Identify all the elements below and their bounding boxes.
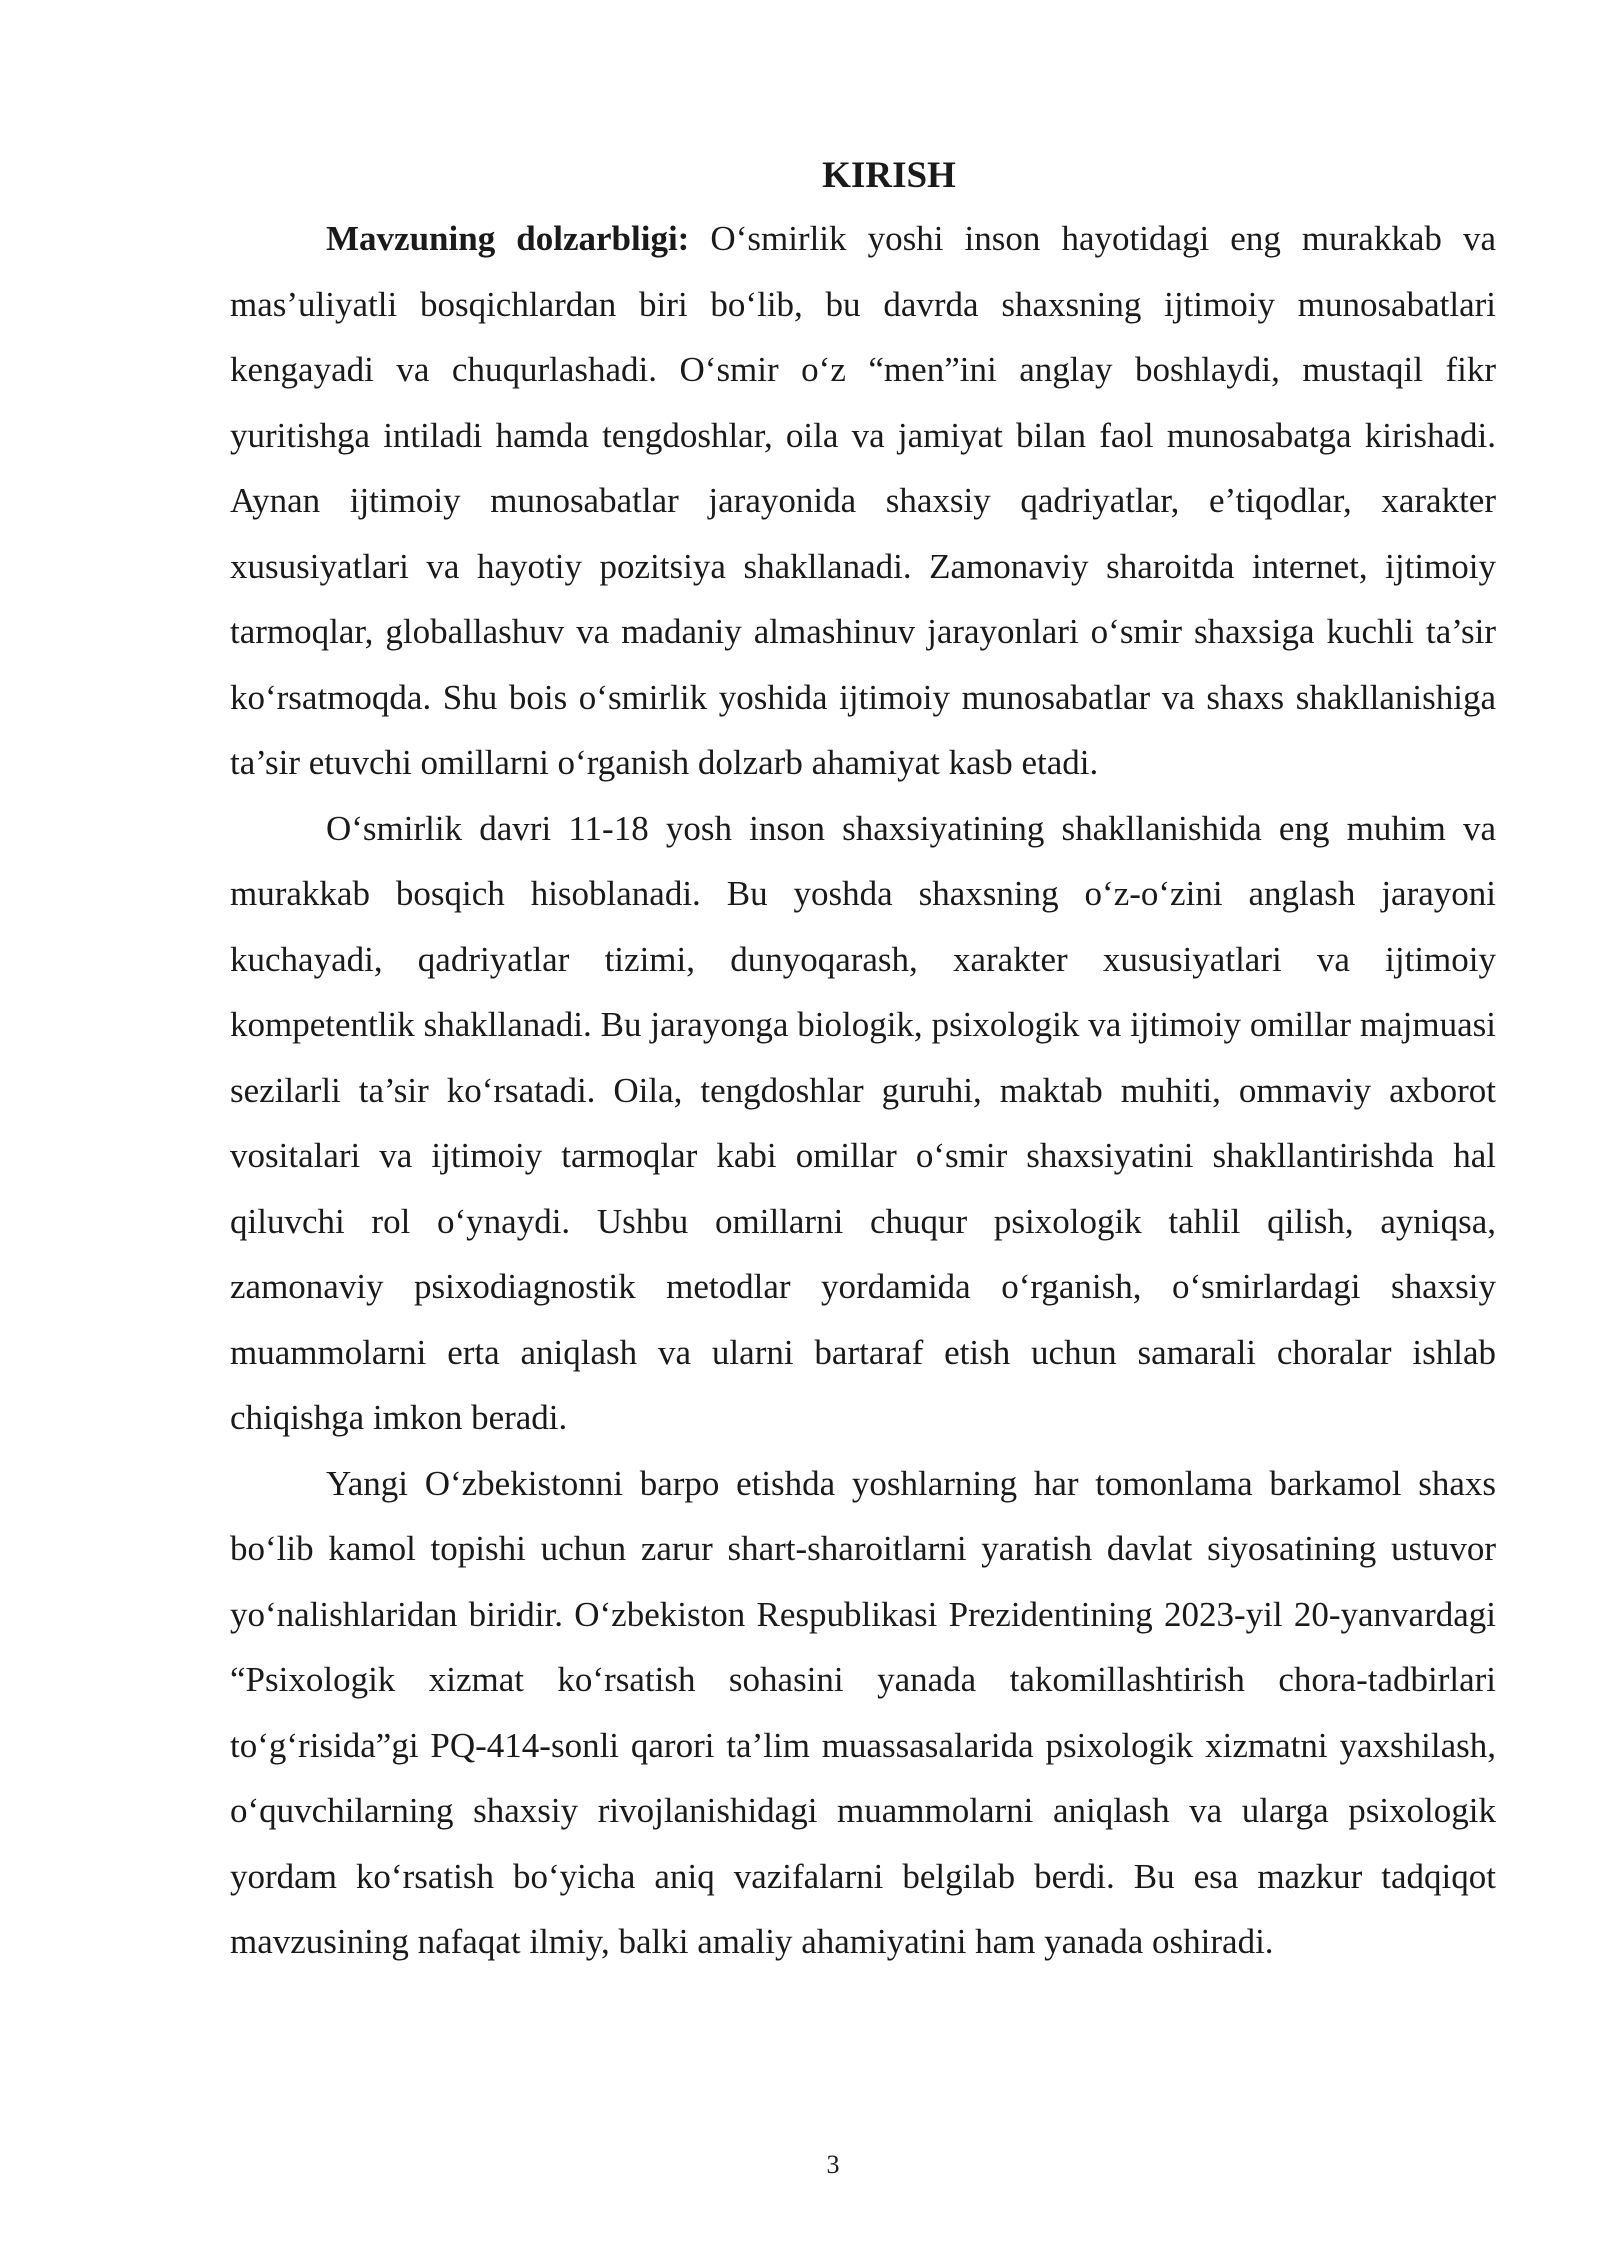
paragraph-adolescence [230, 796, 1496, 1451]
paragraph-text: O‘smirlik davri 11-18 yosh inson shaxsiyatining shakllanishida eng muhim va murakkab bosqich hisoblanadi. Bu yoshda shaxsning o‘z-o‘zini anglash jarayoni kuchayadi, qadriyatlar tizimi, dunyoqarash, xarakter xususiyatlari va ijtimoiy kompetentlik shakllanadi. Bu jarayonga biologik, psixologik va ijtimoiy omillar majmuasi sezilarli ta’sir ko‘rsatadi. Oila, tengdoshlar guruhi, maktab muhiti, ommaviy axborot vositalari va ijtimoiy tarmoqlar kabi omillar o‘smir shaxsiyatini shakllantirishda hal qiluvchi rol o‘ynaydi. Ushbu omillarni chuqur psixologik tahlil qilish, ayniqsa, zamonaviy psixodiagnostik metodlar yordamida o‘rganish, o‘smirlardagi shaxsiy muammolarni erta aniqlash va ularni bartaraf etish uchun samarali choralar ishlab chiqishga imkon beradi. [230, 808, 1496, 1437]
paragraph-relevance [230, 206, 1496, 796]
section-title: KIRISH [822, 155, 956, 196]
paragraph-text: O‘smirlik yoshi inson hayotidagi eng murakkab va mas’uliyatli bosqichlardan biri bo‘lib, bu davrda shaxsning ijtimoiy munosabatlari kengayadi va chuqurlashadi. O‘smir o‘z “men”ini anglay boshlaydi, mustaqil fikr yuritishga intiladi hamda tengdoshlar, oila va jamiyat bilan faol munosabatga kirishadi. Aynan ijtimoiy munosabatlar jarayonida shaxsiy qadriyatlar, e’tiqodlar, xarakter xususiyatlari va hayotiy pozitsiya shakllanadi. Zamonaviy sharoitda internet, ijtimoiy tarmoqlar, globallashuv va madaniy almashinuv jarayonlari o‘smir shaxsiga kuchli ta’sir ko‘rsatmoqda. Shu bois o‘smirlik yoshida ijtimoiy munosabatlar va shaxs shakllanishiga ta’sir etuvchi omillarni o‘rganish dolzarb ahamiyat kasb etadi. [230, 219, 1496, 782]
paragraph-state-policy [230, 1451, 1496, 1975]
page-number: 3 [826, 2150, 840, 2179]
page-content [230, 146, 1496, 1975]
paragraph-lead: Mavzuning dolzarbligi: [326, 219, 690, 258]
paragraph-text: Yangi O‘zbekistonni barpo etishda yoshlarning har tomonlama barkamol shaxs bo‘lib kamol topishi uchun zarur shart-sharoitlarni yaratish davlat siyosatining ustuvor yo‘nalishlaridan biridir. O‘zbekiston Respublikasi Prezidentining 2023-yil 20-yanvardagi “Psixologik xizmat ko‘rsatish sohasini yanada takomillashtirish chora-tadbirlari to‘g‘risida”gi PQ-414-sonli qarori ta’lim muassasalarida psixologik xizmatni yaxshilash, o‘quvchilarning shaxsiy rivojlanishidagi muammolarni aniqlash va ularga psixologik yordam ko‘rsatish bo‘yicha aniq vazifalarni belgilab berdi. Bu esa mazkur tadqiqot mavzusining nafaqat ilmiy, balki amaliy ahamiyatini ham yanada oshiradi. [230, 1463, 1496, 1961]
